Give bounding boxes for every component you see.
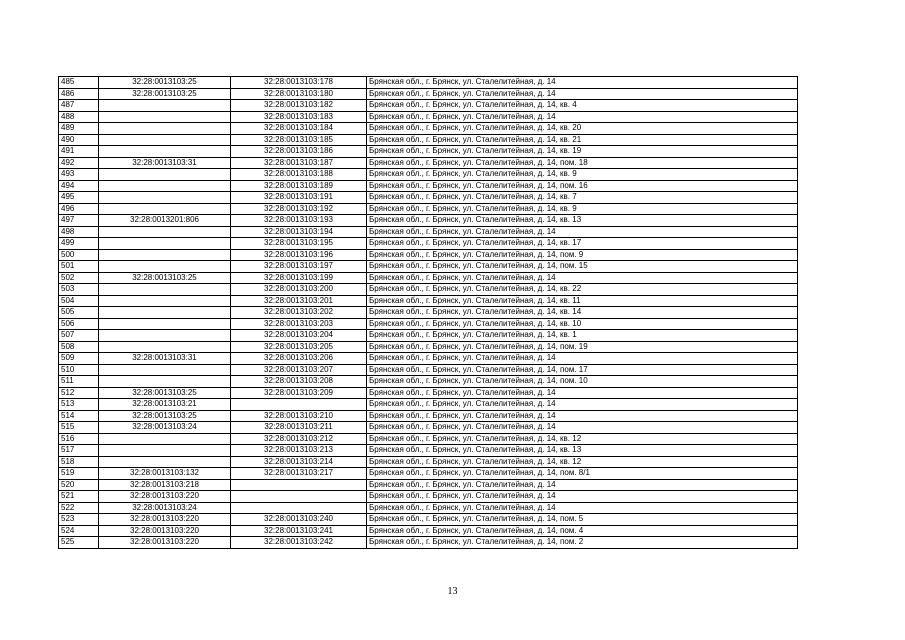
row-number-cell: 509	[59, 353, 99, 365]
cadastral-number-cell: 32:28:0013103:202	[231, 307, 367, 319]
parent-cadastral-number-cell: 32:28:0013103:220	[99, 537, 231, 549]
cadastral-number-cell: 32:28:0013103:204	[231, 330, 367, 342]
row-number-cell: 497	[59, 215, 99, 227]
parent-cadastral-number-cell: 32:28:0013103:220	[99, 525, 231, 537]
table-row	[59, 215, 798, 227]
row-number-cell: 523	[59, 514, 99, 526]
address-cell: Брянская обл., г. Брянск, ул. Сталелитейная, д. 14, кв. 9	[367, 203, 798, 215]
address-cell: Брянская обл., г. Брянск, ул. Сталелитейная, д. 14, кв. 9	[367, 169, 798, 181]
cadastral-number-cell: 32:28:0013103:209	[231, 387, 367, 399]
address-cell: Брянская обл., г. Брянск, ул. Сталелитейная, д. 14, кв. 13	[367, 215, 798, 227]
cadastral-number-cell: 32:28:0013103:200	[231, 284, 367, 296]
table-row	[59, 399, 798, 411]
cadastral-number-cell	[231, 502, 367, 514]
parent-cadastral-number-cell: 32:28:0013103:21	[99, 399, 231, 411]
row-number-cell: 522	[59, 502, 99, 514]
cadastral-number-cell: 32:28:0013103:191	[231, 192, 367, 204]
cadastral-number-cell: 32:28:0013103:178	[231, 77, 367, 89]
address-cell: Брянская обл., г. Брянск, ул. Сталелитейная, д. 14, кв. 13	[367, 445, 798, 457]
parent-cadastral-number-cell: 32:28:0013201:806	[99, 215, 231, 227]
cadastral-number-cell: 32:28:0013103:197	[231, 261, 367, 273]
cadastral-number-cell: 32:28:0013103:208	[231, 376, 367, 388]
row-number-cell: 503	[59, 284, 99, 296]
cadastral-number-cell: 32:28:0013103:199	[231, 272, 367, 284]
table-row	[59, 502, 798, 514]
parent-cadastral-number-cell: 32:28:0013103:31	[99, 353, 231, 365]
register-table	[58, 76, 798, 549]
address-cell: Брянская обл., г. Брянск, ул. Сталелитейная, д. 14, кв. 1	[367, 330, 798, 342]
register-table-body	[59, 77, 798, 549]
address-cell: Брянская обл., г. Брянск, ул. Сталелитейная, д. 14, пом. 16	[367, 180, 798, 192]
cadastral-number-cell: 32:28:0013103:194	[231, 226, 367, 238]
cadastral-number-cell: 32:28:0013103:192	[231, 203, 367, 215]
row-number-cell: 489	[59, 123, 99, 135]
address-cell: Брянская обл., г. Брянск, ул. Сталелитейная, д. 14	[367, 272, 798, 284]
address-cell: Брянская обл., г. Брянск, ул. Сталелитейная, д. 14	[367, 410, 798, 422]
cadastral-number-cell: 32:28:0013103:210	[231, 410, 367, 422]
parent-cadastral-number-cell	[99, 249, 231, 261]
address-cell: Брянская обл., г. Брянск, ул. Сталелитейная, д. 14	[367, 491, 798, 503]
row-number-cell: 511	[59, 376, 99, 388]
address-cell: Брянская обл., г. Брянск, ул. Сталелитейная, д. 14, пом. 15	[367, 261, 798, 273]
table-row	[59, 410, 798, 422]
parent-cadastral-number-cell: 32:28:0013103:24	[99, 502, 231, 514]
address-cell: Брянская обл., г. Брянск, ул. Сталелитейная, д. 14, кв. 7	[367, 192, 798, 204]
parent-cadastral-number-cell	[99, 100, 231, 112]
parent-cadastral-number-cell	[99, 169, 231, 181]
parent-cadastral-number-cell: 32:28:0013103:25	[99, 77, 231, 89]
parent-cadastral-number-cell	[99, 123, 231, 135]
address-cell: Брянская обл., г. Брянск, ул. Сталелитейная, д. 14, кв. 11	[367, 295, 798, 307]
address-cell: Брянская обл., г. Брянск, ул. Сталелитейная, д. 14	[367, 502, 798, 514]
parent-cadastral-number-cell	[99, 341, 231, 353]
table-row	[59, 376, 798, 388]
address-cell: Брянская обл., г. Брянск, ул. Сталелитейная, д. 14	[367, 77, 798, 89]
row-number-cell: 485	[59, 77, 99, 89]
address-cell: Брянская обл., г. Брянск, ул. Сталелитейная, д. 14, пом. 17	[367, 364, 798, 376]
table-row	[59, 123, 798, 135]
row-number-cell: 499	[59, 238, 99, 250]
address-cell: Брянская обл., г. Брянск, ул. Сталелитейная, д. 14, пом. 10	[367, 376, 798, 388]
row-number-cell: 520	[59, 479, 99, 491]
table-row	[59, 100, 798, 112]
table-row	[59, 468, 798, 480]
table-row	[59, 537, 798, 549]
parent-cadastral-number-cell	[99, 456, 231, 468]
row-number-cell: 507	[59, 330, 99, 342]
cadastral-number-cell: 32:28:0013103:211	[231, 422, 367, 434]
table-row	[59, 134, 798, 146]
table-row	[59, 330, 798, 342]
table-row	[59, 422, 798, 434]
address-cell: Брянская обл., г. Брянск, ул. Сталелитейная, д. 14, кв. 20	[367, 123, 798, 135]
parent-cadastral-number-cell: 32:28:0013103:25	[99, 88, 231, 100]
row-number-cell: 488	[59, 111, 99, 123]
parent-cadastral-number-cell: 32:28:0013103:25	[99, 410, 231, 422]
parent-cadastral-number-cell	[99, 111, 231, 123]
table-row	[59, 180, 798, 192]
cadastral-number-cell: 32:28:0013103:201	[231, 295, 367, 307]
cadastral-number-cell: 32:28:0013103:206	[231, 353, 367, 365]
cadastral-number-cell: 32:28:0013103:183	[231, 111, 367, 123]
table-row	[59, 491, 798, 503]
table-row	[59, 387, 798, 399]
table-row	[59, 226, 798, 238]
table-row	[59, 203, 798, 215]
row-number-cell: 496	[59, 203, 99, 215]
row-number-cell: 492	[59, 157, 99, 169]
row-number-cell: 517	[59, 445, 99, 457]
parent-cadastral-number-cell	[99, 284, 231, 296]
cadastral-number-cell: 32:28:0013103:205	[231, 341, 367, 353]
table-row	[59, 456, 798, 468]
table-row	[59, 525, 798, 537]
row-number-cell: 513	[59, 399, 99, 411]
table-row	[59, 261, 798, 273]
table-row	[59, 433, 798, 445]
address-cell: Брянская обл., г. Брянск, ул. Сталелитейная, д. 14, пом. 9	[367, 249, 798, 261]
address-cell: Брянская обл., г. Брянск, ул. Сталелитейная, д. 14, кв. 12	[367, 433, 798, 445]
address-cell: Брянская обл., г. Брянск, ул. Сталелитейная, д. 14	[367, 353, 798, 365]
row-number-cell: 494	[59, 180, 99, 192]
table-row	[59, 341, 798, 353]
parent-cadastral-number-cell	[99, 261, 231, 273]
cadastral-number-cell: 32:28:0013103:212	[231, 433, 367, 445]
address-cell: Брянская обл., г. Брянск, ул. Сталелитейная, д. 14	[367, 479, 798, 491]
parent-cadastral-number-cell	[99, 192, 231, 204]
address-cell: Брянская обл., г. Брянск, ул. Сталелитейная, д. 14, пом. 5	[367, 514, 798, 526]
table-row	[59, 192, 798, 204]
row-number-cell: 501	[59, 261, 99, 273]
cadastral-number-cell: 32:28:0013103:217	[231, 468, 367, 480]
address-cell: Брянская обл., г. Брянск, ул. Сталелитейная, д. 14, кв. 17	[367, 238, 798, 250]
cadastral-number-cell: 32:28:0013103:185	[231, 134, 367, 146]
parent-cadastral-number-cell	[99, 307, 231, 319]
page-number: 13	[447, 586, 458, 597]
row-number-cell: 500	[59, 249, 99, 261]
parent-cadastral-number-cell: 32:28:0013103:132	[99, 468, 231, 480]
table-row	[59, 284, 798, 296]
row-number-cell: 510	[59, 364, 99, 376]
parent-cadastral-number-cell: 32:28:0013103:220	[99, 514, 231, 526]
parent-cadastral-number-cell: 32:28:0013103:218	[99, 479, 231, 491]
parent-cadastral-number-cell	[99, 433, 231, 445]
row-number-cell: 524	[59, 525, 99, 537]
cadastral-number-cell: 32:28:0013103:241	[231, 525, 367, 537]
parent-cadastral-number-cell	[99, 203, 231, 215]
row-number-cell: 495	[59, 192, 99, 204]
row-number-cell: 498	[59, 226, 99, 238]
row-number-cell: 519	[59, 468, 99, 480]
table-row	[59, 479, 798, 491]
parent-cadastral-number-cell: 32:28:0013103:24	[99, 422, 231, 434]
parent-cadastral-number-cell	[99, 330, 231, 342]
cadastral-number-cell: 32:28:0013103:182	[231, 100, 367, 112]
cadastral-number-cell	[231, 491, 367, 503]
cadastral-number-cell: 32:28:0013103:207	[231, 364, 367, 376]
row-number-cell: 487	[59, 100, 99, 112]
parent-cadastral-number-cell: 32:28:0013103:25	[99, 272, 231, 284]
parent-cadastral-number-cell	[99, 146, 231, 158]
cadastral-number-cell: 32:28:0013103:184	[231, 123, 367, 135]
address-cell: Брянская обл., г. Брянск, ул. Сталелитейная, д. 14, пом. 4	[367, 525, 798, 537]
table-row	[59, 272, 798, 284]
address-cell: Брянская обл., г. Брянск, ул. Сталелитейная, д. 14, пом. 19	[367, 341, 798, 353]
table-row	[59, 445, 798, 457]
address-cell: Брянская обл., г. Брянск, ул. Сталелитейная, д. 14	[367, 226, 798, 238]
parent-cadastral-number-cell	[99, 134, 231, 146]
row-number-cell: 504	[59, 295, 99, 307]
cadastral-number-cell: 32:28:0013103:187	[231, 157, 367, 169]
table-row	[59, 111, 798, 123]
address-cell: Брянская обл., г. Брянск, ул. Сталелитейная, д. 14	[367, 422, 798, 434]
cadastral-number-cell: 32:28:0013103:180	[231, 88, 367, 100]
address-cell: Брянская обл., г. Брянск, ул. Сталелитейная, д. 14, кв. 4	[367, 100, 798, 112]
table-row	[59, 353, 798, 365]
parent-cadastral-number-cell: 32:28:0013103:220	[99, 491, 231, 503]
parent-cadastral-number-cell	[99, 445, 231, 457]
cadastral-number-cell	[231, 399, 367, 411]
row-number-cell: 525	[59, 537, 99, 549]
cadastral-number-cell: 32:28:0013103:186	[231, 146, 367, 158]
parent-cadastral-number-cell	[99, 238, 231, 250]
table-row	[59, 146, 798, 158]
table-row	[59, 514, 798, 526]
cadastral-number-cell: 32:28:0013103:240	[231, 514, 367, 526]
cadastral-number-cell: 32:28:0013103:188	[231, 169, 367, 181]
table-row	[59, 88, 798, 100]
address-cell: Брянская обл., г. Брянск, ул. Сталелитейная, д. 14	[367, 111, 798, 123]
address-cell: Брянская обл., г. Брянск, ул. Сталелитейная, д. 14	[367, 387, 798, 399]
cadastral-number-cell: 32:28:0013103:195	[231, 238, 367, 250]
row-number-cell: 508	[59, 341, 99, 353]
parent-cadastral-number-cell: 32:28:0013103:25	[99, 387, 231, 399]
address-cell: Брянская обл., г. Брянск, ул. Сталелитейная, д. 14, кв. 19	[367, 146, 798, 158]
address-cell: Брянская обл., г. Брянск, ул. Сталелитейная, д. 14	[367, 88, 798, 100]
address-cell: Брянская обл., г. Брянск, ул. Сталелитейная, д. 14, кв. 22	[367, 284, 798, 296]
cadastral-number-cell: 32:28:0013103:193	[231, 215, 367, 227]
address-cell: Брянская обл., г. Брянск, ул. Сталелитейная, д. 14, кв. 14	[367, 307, 798, 319]
row-number-cell: 493	[59, 169, 99, 181]
table-row	[59, 295, 798, 307]
row-number-cell: 491	[59, 146, 99, 158]
cadastral-number-cell: 32:28:0013103:203	[231, 318, 367, 330]
parent-cadastral-number-cell	[99, 318, 231, 330]
address-cell: Брянская обл., г. Брянск, ул. Сталелитейная, д. 14, кв. 21	[367, 134, 798, 146]
row-number-cell: 502	[59, 272, 99, 284]
table-row	[59, 238, 798, 250]
address-cell: Брянская обл., г. Брянск, ул. Сталелитейная, д. 14, пом. 8/1	[367, 468, 798, 480]
cadastral-number-cell: 32:28:0013103:242	[231, 537, 367, 549]
cadastral-number-cell: 32:28:0013103:214	[231, 456, 367, 468]
address-cell: Брянская обл., г. Брянск, ул. Сталелитейная, д. 14, кв. 10	[367, 318, 798, 330]
parent-cadastral-number-cell: 32:28:0013103:31	[99, 157, 231, 169]
row-number-cell: 512	[59, 387, 99, 399]
cadastral-number-cell: 32:28:0013103:196	[231, 249, 367, 261]
row-number-cell: 518	[59, 456, 99, 468]
row-number-cell: 521	[59, 491, 99, 503]
row-number-cell: 516	[59, 433, 99, 445]
cadastral-number-cell	[231, 479, 367, 491]
cadastral-number-cell: 32:28:0013103:189	[231, 180, 367, 192]
address-cell: Брянская обл., г. Брянск, ул. Сталелитейная, д. 14	[367, 399, 798, 411]
parent-cadastral-number-cell	[99, 364, 231, 376]
row-number-cell: 506	[59, 318, 99, 330]
address-cell: Брянская обл., г. Брянск, ул. Сталелитейная, д. 14, пом. 18	[367, 157, 798, 169]
parent-cadastral-number-cell	[99, 295, 231, 307]
row-number-cell: 515	[59, 422, 99, 434]
row-number-cell: 490	[59, 134, 99, 146]
row-number-cell: 505	[59, 307, 99, 319]
address-cell: Брянская обл., г. Брянск, ул. Сталелитейная, д. 14, кв. 12	[367, 456, 798, 468]
cadastral-number-cell: 32:28:0013103:213	[231, 445, 367, 457]
table-row	[59, 169, 798, 181]
address-cell: Брянская обл., г. Брянск, ул. Сталелитейная, д. 14, пом. 2	[367, 537, 798, 549]
table-row	[59, 77, 798, 89]
table-row	[59, 249, 798, 261]
table-row	[59, 157, 798, 169]
table-row	[59, 364, 798, 376]
parent-cadastral-number-cell	[99, 376, 231, 388]
row-number-cell: 514	[59, 410, 99, 422]
table-row	[59, 318, 798, 330]
row-number-cell: 486	[59, 88, 99, 100]
table-row	[59, 307, 798, 319]
parent-cadastral-number-cell	[99, 180, 231, 192]
parent-cadastral-number-cell	[99, 226, 231, 238]
